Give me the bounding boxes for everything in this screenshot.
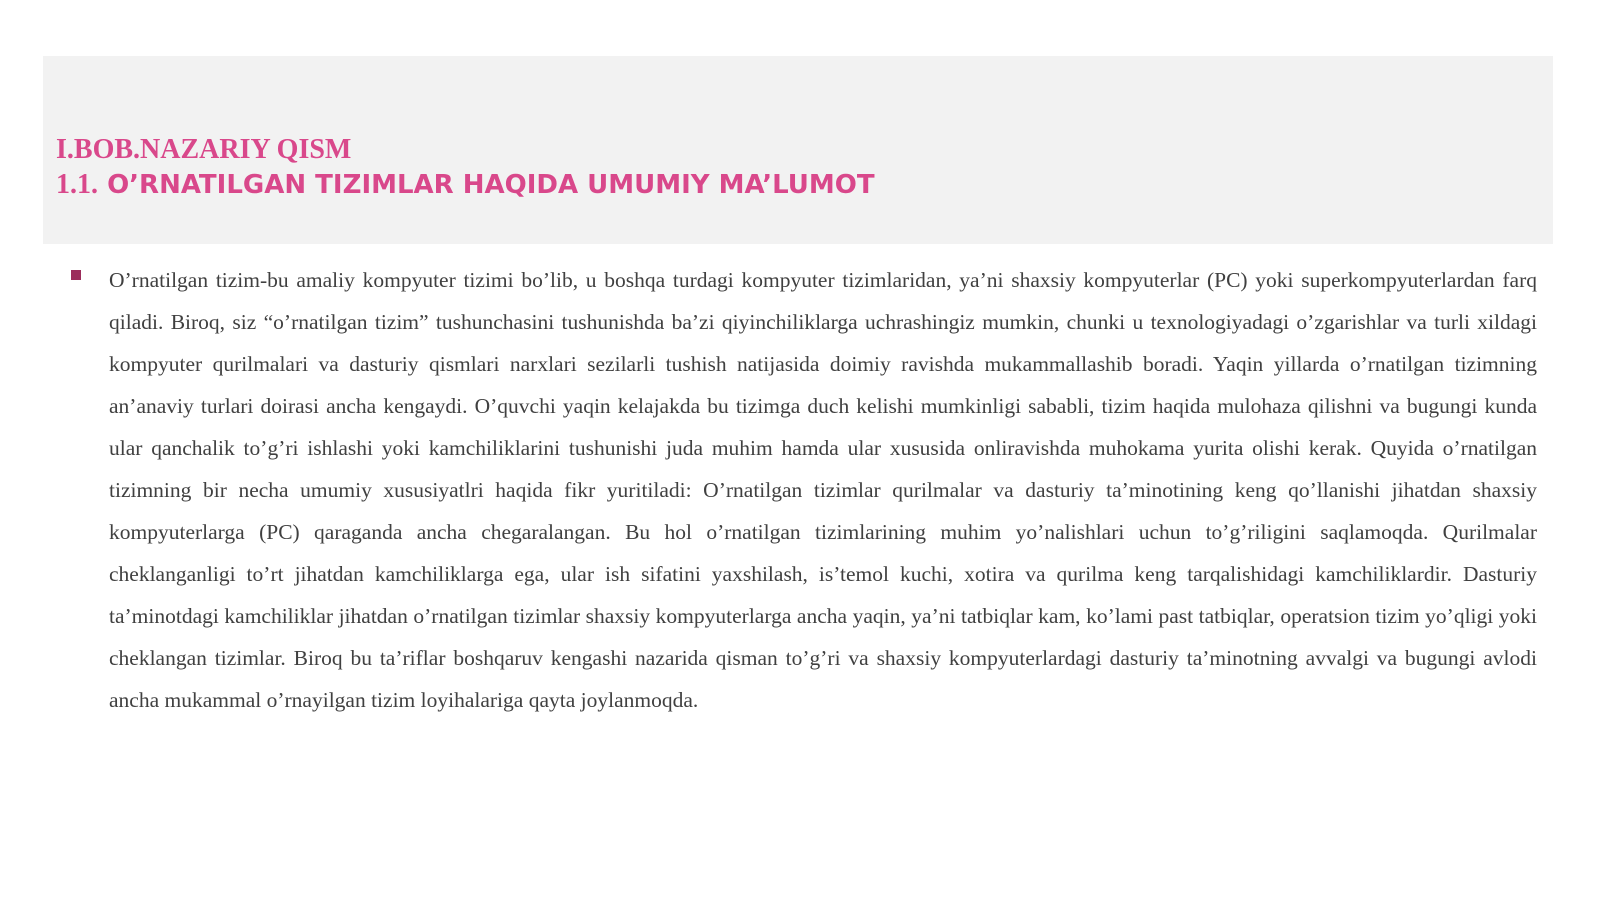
section-title-text: O’RNATILGAN TIZIMLAR HAQIDA UMUMIY MA’LUMOT: [107, 170, 875, 200]
slide-title: [56, 133, 1506, 203]
section-number: 1.1.: [56, 169, 98, 200]
section-title: [56, 167, 1506, 203]
body-paragraph: O’rnatilgan tizim-bu amaliy kompyuter tizimi bo’lib, u boshqa turdagi kompyuter tizimlaridan, ya’ni shaxsiy kompyuterlar (PC) yoki superkompyuterlardan farq qiladi. Biroq, siz “o’rnatilgan tizim” tushunchasini tushunishda ba’zi qiyinchiliklarga uchrashingiz mumkin, chunki u texnologiyadagi o’zgarishlar va turli xildagi kompyuter qurilmalari va dasturiy qismlari narxlari sezilarli tushish natijasida doimiy ravishda mukammallashib boradi. Yaqin yillarda o’rnatilgan tizimning an’anaviy turlari doirasi ancha kengaydi. O’quvchi yaqin kelajakda bu tizimga duch kelishi mumkinligi sababli, tizim haqida mulohaza qilishni va bugungi kunda ular qanchalik to’g’ri ishlashi yoki kamchiliklarini tushunishi juda muhim hamda ular xususida onliravishda muhokama yurita olishi kerak. Quyida o’rnatilgan tizimning bir necha umumiy xususiyatlri haqida fikr yuritiladi: O’rnatilgan tizimlar qurilmalar va dasturiy ta’minotining keng qo’llanishi jihatdan shaxsiy kompyuterlarga (PC) qaraganda ancha chegaralangan. Bu hol o’rnatilgan tizimlarining muhim yo’nalishlari uchun to’g’riligini saqlamoqda. Qurilmalar cheklanganligi to’rt jihatdan kamchiliklarga ega, ular ish sifatini yaxshilash, is’temol kuchi, xotira va qurilma keng tarqalishidagi kamchiliklardir. Dasturiy ta’minotdagi kamchiliklar jihatdan o’rnatilgan tizimlar shaxsiy kompyuterlarga ancha yaqin, ya’ni tatbiqlar kam, ko’lami past tatbiqlar, operatsion tizim yo’qligi yoki cheklangan tizimlar. Biroq bu ta’riflar boshqaruv kengashi nazarida qisman to’g’ri va shaxsiy kompyuterlardagi dasturiy ta’minotning avvalgi va bugungi avlodi ancha mukammal o’rnayilgan tizim loyihalariga qayta joylanmoqda.: [109, 268, 1537, 712]
bullet-square-icon: [71, 270, 81, 280]
chapter-title: I.BOB.NAZARIY QISM: [56, 134, 352, 165]
